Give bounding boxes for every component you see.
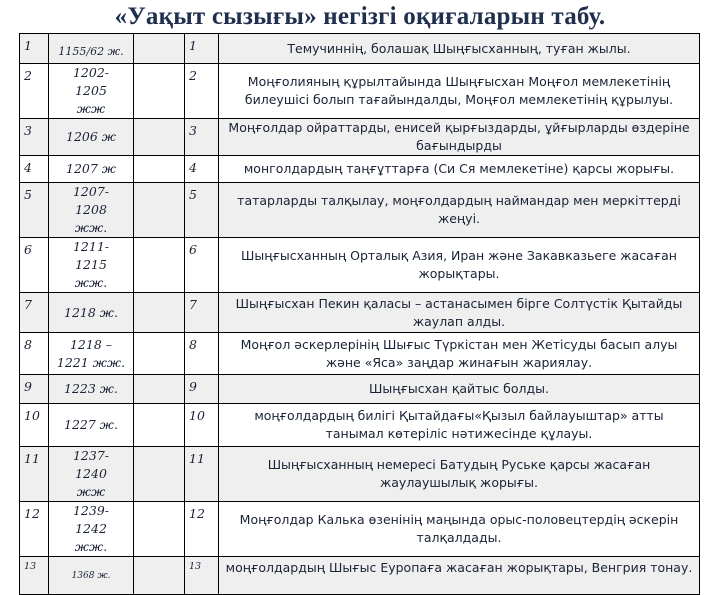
year-cell: 1227 ж. [49,404,134,447]
row-number-right: 7 [185,293,219,333]
blank-answer-cell[interactable] [134,375,185,404]
blank-answer-cell[interactable] [134,156,185,183]
year-cell: 1211-1215 жж. [49,238,134,293]
row-number-right: 10 [185,404,219,447]
year-cell: 1207 ж [49,156,134,183]
row-number-left: 8 [20,333,49,375]
row-number-left: 11 [20,447,49,502]
blank-answer-cell[interactable] [134,333,185,375]
year-cell: 1207-1208 жж. [49,183,134,238]
row-number-left: 10 [20,404,49,447]
table-row [20,238,700,293]
page-title: «Уақыт сызығы» негізгі оқиғаларын табу. [114,3,606,30]
row-number-right: 3 [185,119,219,156]
event-cell: Моңғол әскерлерінің Шығыс Түркістан мен Жетісуды басып алуы және «Яса» заңдар жинағын жариялау. [219,333,700,375]
year-cell: 1206 ж [49,119,134,156]
blank-answer-cell[interactable] [134,293,185,333]
blank-answer-cell[interactable] [134,447,185,502]
row-number-left: 12 [20,502,49,557]
year-cell: 1155/62 ж. [49,34,134,64]
blank-answer-cell[interactable] [134,183,185,238]
blank-answer-cell[interactable] [134,64,185,119]
blank-answer-cell[interactable] [134,404,185,447]
row-number-left: 1 [20,34,49,64]
row-number-right: 11 [185,447,219,502]
row-number-right: 2 [185,64,219,119]
timeline-table [19,33,700,595]
row-number-right: 13 [185,557,219,595]
row-number-left: 7 [20,293,49,333]
row-number-left: 9 [20,375,49,404]
blank-answer-cell[interactable] [134,238,185,293]
row-number-right: 5 [185,183,219,238]
row-number-left: 6 [20,238,49,293]
year-cell: 1368 ж. [49,557,134,595]
row-number-left: 3 [20,119,49,156]
table-row [20,502,700,557]
row-number-right: 1 [185,34,219,64]
table-row [20,404,700,447]
event-cell: Моңғолияның құрылтайында Шыңғысхан Моңғол мемлекетінің билеушісі болып тағайындалды, Моңғол мемлекетінің құрылуы. [219,64,700,119]
event-cell: Шыңғысханның Орталық Азия, Иран және Закавказьеге жасаған жорықтары. [219,238,700,293]
row-number-right: 8 [185,333,219,375]
event-cell: Шыңғысхан қайтыс болды. [219,375,700,404]
event-cell: Шыңғысханның немересі Батудың Руське қарсы жасаған жаулаушылық жорығы. [219,447,700,502]
table-row [20,34,700,64]
blank-answer-cell[interactable] [134,119,185,156]
table-row [20,183,700,238]
year-cell: 1239-1242 жж. [49,502,134,557]
blank-answer-cell[interactable] [134,502,185,557]
table-row [20,333,700,375]
table-row [20,447,700,502]
event-cell: Моңғолдар ойраттарды, енисей қырғыздарды, ұйғырларды өздеріне бағындырды [219,119,700,156]
blank-answer-cell[interactable] [134,557,185,595]
timeline-table-body [20,34,700,595]
event-cell: татарларды талқылау, моңғолдардың наймандар мен меркіттерді жеңуі. [219,183,700,238]
table-row [20,375,700,404]
row-number-left: 2 [20,64,49,119]
year-cell: 1218 ж. [49,293,134,333]
row-number-right: 4 [185,156,219,183]
event-cell: моңғолдардың билігі Қытайдағы«Қызыл байлауыштар» атты танымал көтеріліс нәтижесінде құлауы. [219,404,700,447]
event-cell: Темучиннің, болашақ Шыңғысханның, туған жылы. [219,34,700,64]
year-cell: 1202-1205 жж [49,64,134,119]
table-row [20,156,700,183]
blank-answer-cell[interactable] [134,34,185,64]
year-cell: 1218 – 1221 жж. [49,333,134,375]
row-number-left: 5 [20,183,49,238]
event-cell: Моңғолдар Калька өзенінің маңында орыс-половецтердің әскерін талқалдады. [219,502,700,557]
table-row [20,64,700,119]
row-number-right: 9 [185,375,219,404]
year-cell: 1223 ж. [49,375,134,404]
event-cell: монголдардың таңғұттарға (Си Ся мемлекетіне) қарсы жорығы. [219,156,700,183]
row-number-left: 4 [20,156,49,183]
event-cell: Шыңғысхан Пекин қаласы – астанасымен бірге Солтүстік Қытайды жаулап алды. [219,293,700,333]
event-cell: моңғолдардың Шығыс Еуропаға жасаған жорықтары, Венгрия тонау. [219,557,700,595]
table-row [20,557,700,595]
year-cell: 1237-1240 жж [49,447,134,502]
table-row [20,293,700,333]
row-number-right: 12 [185,502,219,557]
table-row [20,119,700,156]
row-number-right: 6 [185,238,219,293]
row-number-left: 13 [20,557,49,595]
